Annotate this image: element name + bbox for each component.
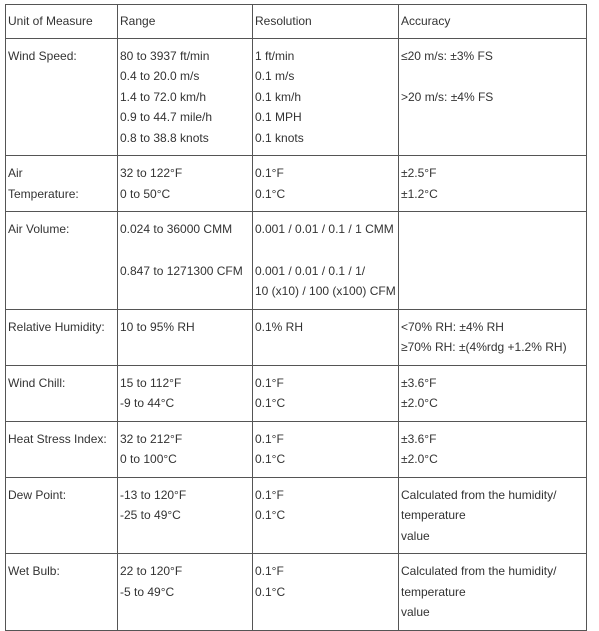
resolution-cell: [253, 477, 399, 554]
unit-cell: [6, 477, 118, 554]
unit-cell: [6, 309, 118, 365]
accuracy-value: temperature: [401, 584, 466, 599]
unit-label: Temperature:: [8, 186, 79, 201]
unit-label: Wind Chill:: [8, 375, 66, 390]
accuracy-cell: [399, 309, 587, 365]
accuracy-value: ±3.6°F: [401, 431, 437, 446]
resolution-value: 0.1°C: [255, 452, 286, 466]
header-range: Range: [118, 5, 253, 39]
accuracy-value: ±2.0°C: [401, 452, 438, 466]
header-resolution: Resolution: [253, 5, 399, 39]
resolution-cell: [253, 309, 399, 365]
resolution-cell: [253, 212, 399, 310]
resolution-value: 0.1°F: [255, 166, 284, 180]
range-value: 0.8 to 38.8 knots: [120, 130, 209, 145]
resolution-value: 0.1°F: [255, 564, 284, 578]
accuracy-value: Calculated from the humidity/: [401, 564, 557, 578]
table-row: [6, 421, 587, 477]
unit-cell: [6, 212, 118, 310]
accuracy-value: ≥70% RH: ±(4%rdg +1.2% RH): [401, 340, 567, 354]
range-value: 0.024 to 36000 CMM: [120, 222, 233, 236]
accuracy-cell: [399, 212, 587, 310]
range-cell: [118, 309, 253, 365]
accuracy-cell: [399, 156, 587, 212]
resolution-cell: [253, 156, 399, 212]
range-value: 32 to 212°F: [120, 431, 183, 446]
table-row: [6, 156, 587, 212]
accuracy-value: <70% RH: ±4% RH: [401, 319, 504, 334]
accuracy-value: value: [401, 605, 430, 619]
range-value: 22 to 120°F: [120, 564, 183, 578]
unit-cell: [6, 38, 118, 156]
range-value: 32 to 122°F: [120, 166, 183, 180]
unit-label: Air Volume:: [8, 222, 70, 236]
resolution-value: 0.1 knots: [255, 130, 304, 145]
table-row: [6, 309, 587, 365]
resolution-value: 0.001 / 0.01 / 0.1 / 1/: [255, 263, 366, 278]
range-value: 15 to 112°F: [120, 375, 182, 390]
accuracy-value: ≤20 m/s: ±3% FS: [401, 48, 493, 63]
resolution-value: 0.1°F: [255, 375, 284, 390]
resolution-value: 0.1°F: [255, 487, 284, 502]
resolution-value: 1 ft/min: [255, 48, 295, 63]
unit-label: Air: [8, 166, 23, 180]
table-row: [6, 477, 587, 554]
table-row: [6, 365, 587, 421]
resolution-value: 0.001 / 0.01 / 0.1 / 1 CMM: [255, 222, 394, 236]
resolution-cell: [253, 38, 399, 156]
resolution-value: 0.1°C: [255, 186, 286, 201]
unit-cell: [6, 421, 118, 477]
range-cell: [118, 421, 253, 477]
range-value: 0.4 to 20.0 m/s: [120, 69, 200, 83]
resolution-value: 10 (x10) / 100 (x100) CFM: [255, 284, 396, 298]
range-value: -9 to 44°C: [120, 396, 175, 410]
range-value: -25 to 49°C: [120, 508, 181, 522]
range-value: 80 to 3937 ft/min: [120, 48, 210, 63]
resolution-value: 0.1 MPH: [255, 110, 302, 124]
accuracy-cell: [399, 421, 587, 477]
range-value: 0.847 to 1271300 CFM: [120, 263, 243, 278]
accuracy-value: >20 m/s: ±4% FS: [401, 90, 494, 104]
resolution-value: 0.1 km/h: [255, 89, 302, 104]
table-row: [6, 38, 587, 156]
range-cell: [118, 156, 253, 212]
accuracy-cell: [399, 477, 587, 554]
resolution-value: 0.1°C: [255, 584, 286, 599]
resolution-value: 0.1°C: [255, 396, 286, 410]
accuracy-value: value: [401, 528, 430, 543]
range-cell: [118, 38, 253, 156]
accuracy-value: ±3.6°F: [401, 375, 437, 390]
unit-label: Heat Stress Index:: [8, 431, 107, 446]
resolution-value: 0.1 m/s: [255, 69, 295, 83]
resolution-cell: [253, 365, 399, 421]
unit-cell: [6, 365, 118, 421]
accuracy-value: temperature: [401, 508, 466, 522]
accuracy-value: ±2.0°C: [401, 396, 438, 410]
range-value: 1.4 to 72.0 km/h: [120, 89, 207, 104]
resolution-value: 0.1% RH: [255, 319, 304, 334]
range-cell: [118, 477, 253, 554]
header-accuracy: Accuracy: [399, 5, 587, 39]
header-row: [6, 5, 587, 39]
accuracy-cell: [399, 365, 587, 421]
table-row: [6, 554, 587, 631]
unit-label: Dew Point:: [8, 487, 67, 502]
accuracy-value: ±1.2°C: [401, 186, 438, 201]
header-unit: Unit of Measure: [6, 5, 118, 39]
resolution-value: 0.1°F: [255, 431, 284, 446]
range-value: 0.9 to 44.7 mile/h: [120, 110, 213, 124]
table-row: [6, 212, 587, 310]
range-value: 0 to 100°C: [120, 452, 177, 466]
resolution-value: 0.1°C: [255, 508, 286, 522]
resolution-cell: [253, 554, 399, 631]
range-value: -5 to 49°C: [120, 584, 175, 599]
resolution-cell: [253, 421, 399, 477]
accuracy-value: ±2.5°F: [401, 166, 437, 180]
accuracy-value: Calculated from the humidity/: [401, 487, 557, 502]
range-cell: [118, 212, 253, 310]
unit-label: Wet Bulb:: [8, 564, 60, 578]
unit-label: Wind Speed:: [8, 48, 77, 63]
unit-cell: [6, 554, 118, 631]
range-cell: [118, 365, 253, 421]
range-value: -13 to 120°F: [120, 487, 187, 502]
accuracy-cell: [399, 38, 587, 156]
range-value: 0 to 50°C: [120, 186, 171, 201]
range-value: 10 to 95% RH: [120, 319, 195, 334]
range-cell: [118, 554, 253, 631]
unit-label: Relative Humidity:: [8, 319, 105, 334]
accuracy-cell: [399, 554, 587, 631]
unit-cell: [6, 156, 118, 212]
specifications-table: [5, 4, 587, 631]
